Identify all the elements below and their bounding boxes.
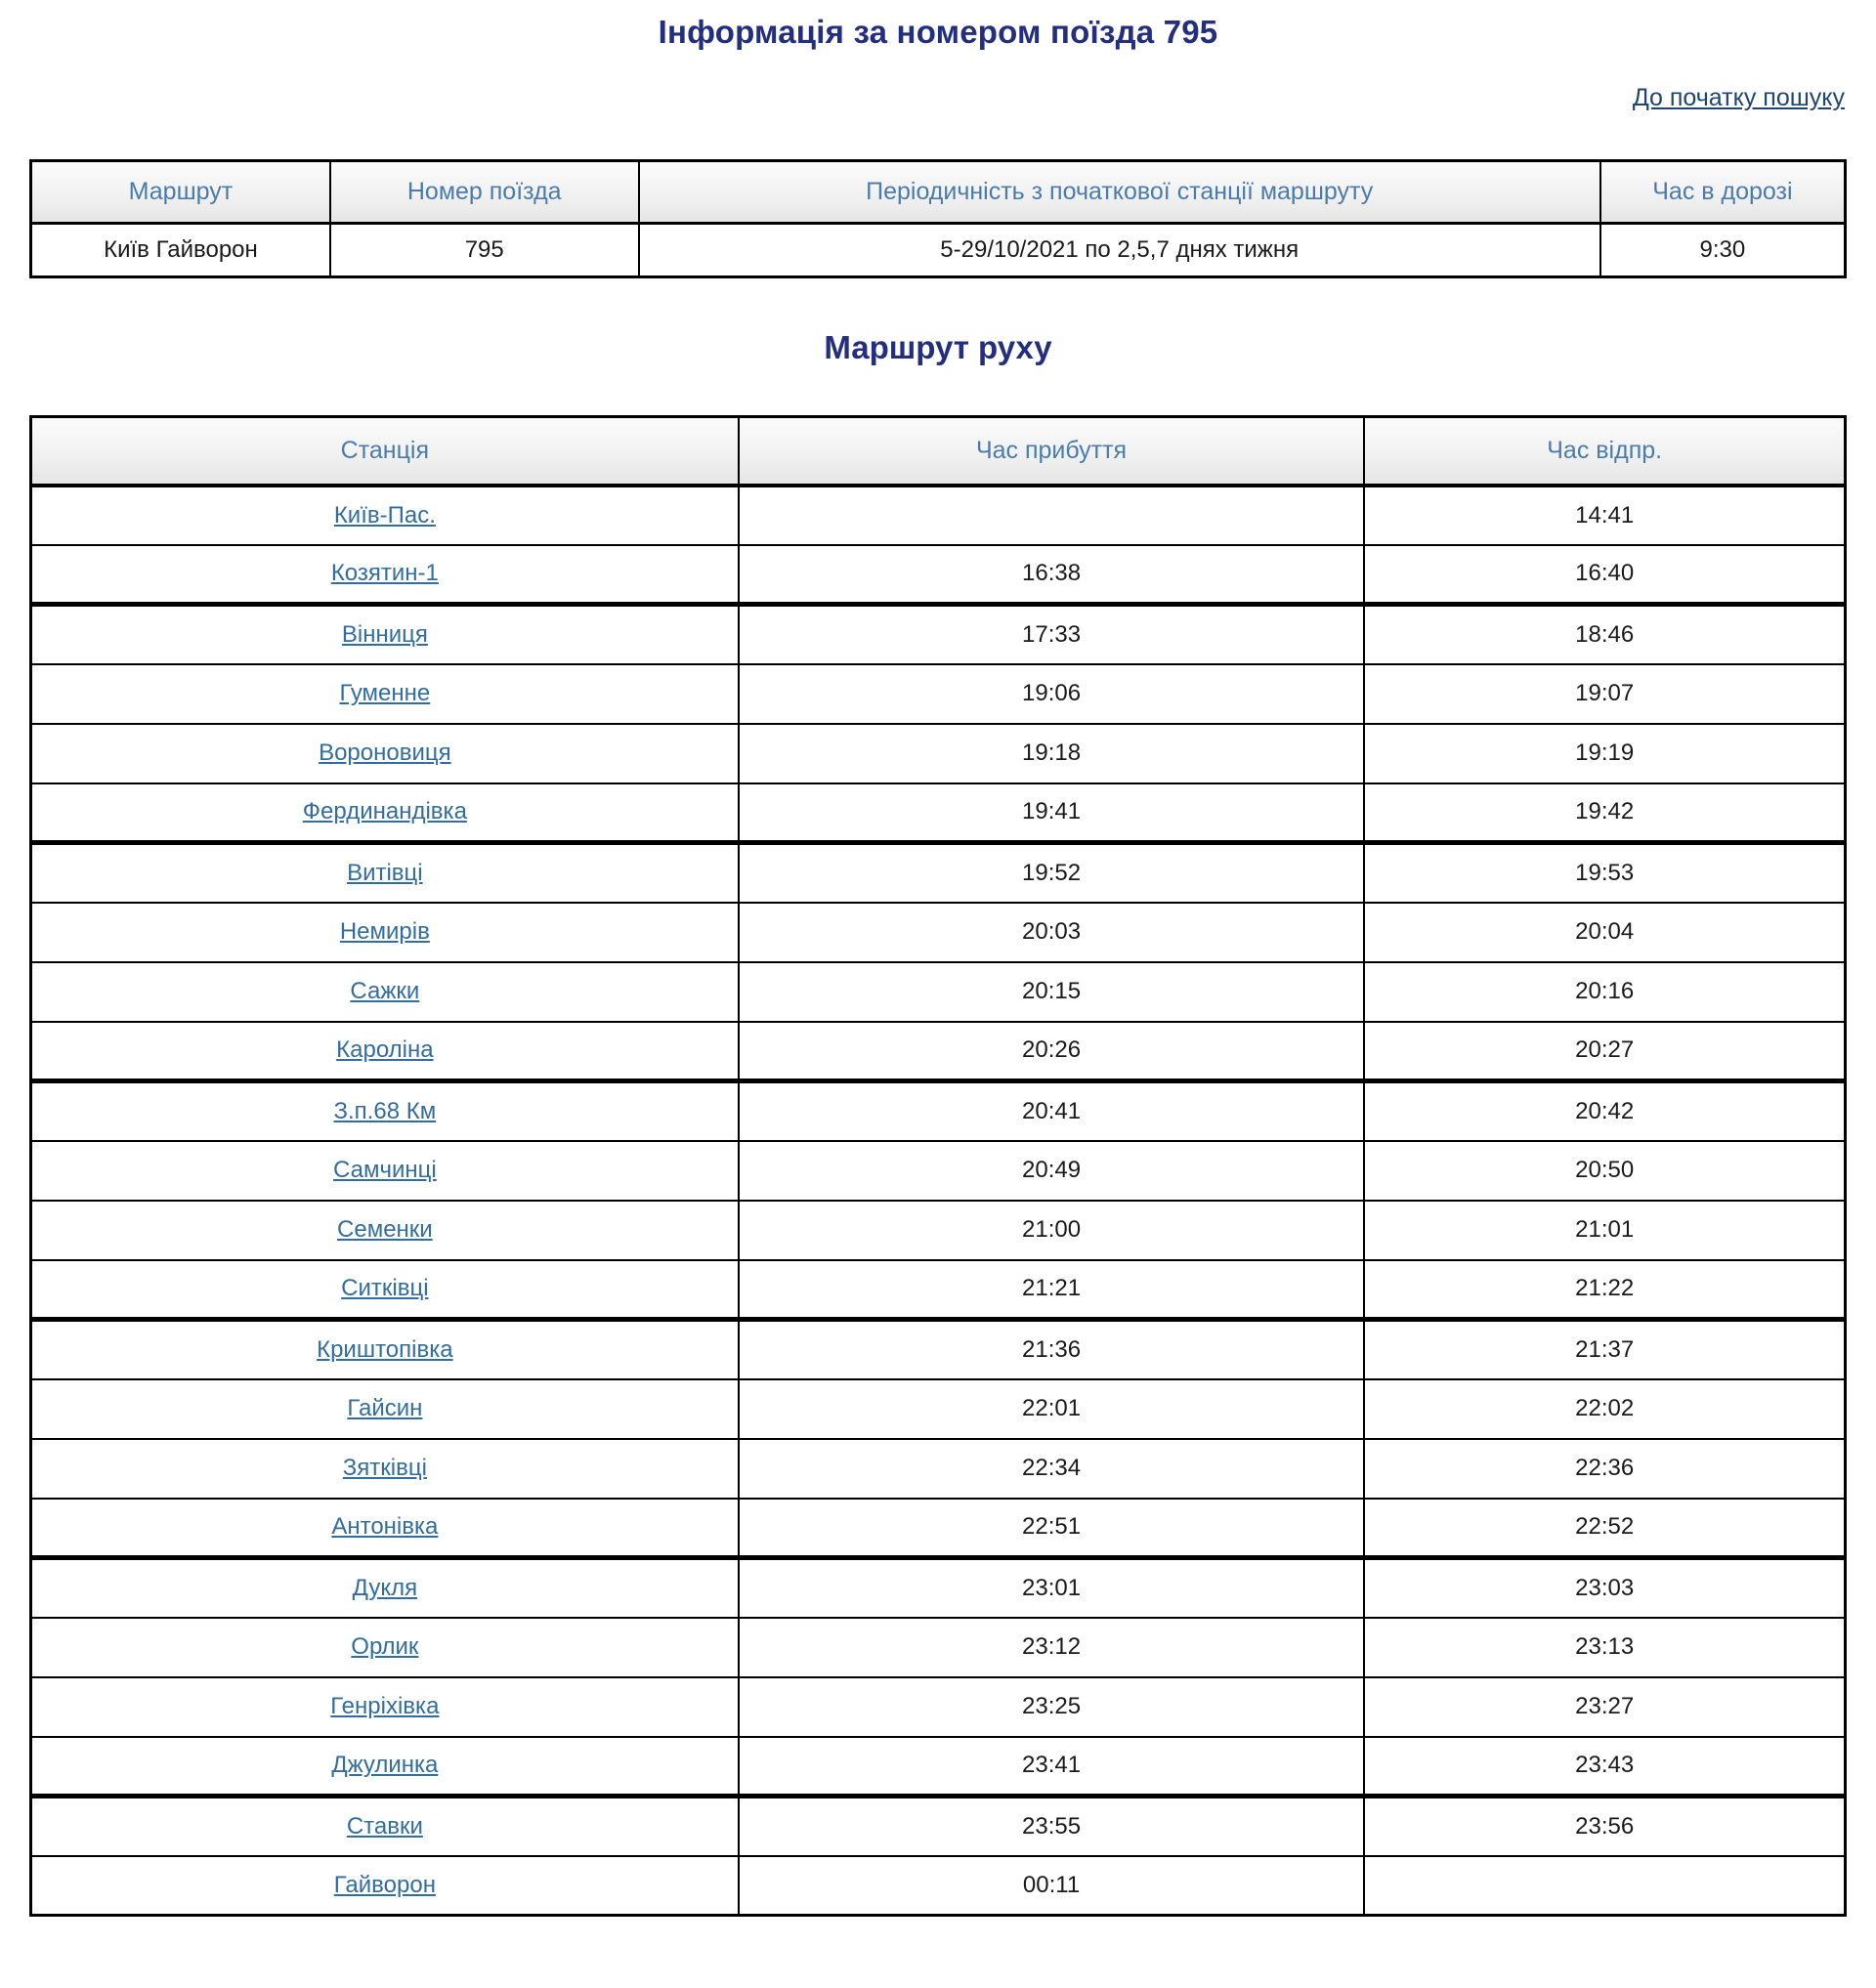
arrival-time: 20:03 [739,903,1365,962]
departure-time: 23:03 [1364,1558,1845,1618]
station-link[interactable]: Джулинка [331,1752,439,1779]
departure-time: 22:02 [1364,1379,1845,1439]
departure-time: 20:16 [1364,962,1845,1022]
arrival-time: 23:41 [739,1737,1365,1797]
station-cell [31,1797,739,1856]
summary-train-number-value: 795 [330,224,639,277]
station-link[interactable]: Зятківці [342,1455,427,1481]
train-info-page [29,14,1847,1917]
departure-time: 23:56 [1364,1797,1845,1856]
summary-header-row [31,161,1846,224]
departure-time: 20:50 [1364,1141,1845,1201]
station-link[interactable]: Антонівка [331,1513,439,1541]
station-link[interactable]: Сажки [350,978,420,1004]
departure-time: 23:27 [1364,1677,1845,1737]
departure-time: 20:42 [1364,1081,1845,1141]
summary-row [31,224,1846,277]
station-link[interactable]: Гайсин [347,1395,423,1421]
departure-time: 21:37 [1364,1320,1845,1379]
departure-time: 19:07 [1364,664,1845,724]
arrival-time: 23:25 [739,1677,1365,1737]
station-link[interactable]: Дукля [352,1574,418,1601]
arrival-time: 21:00 [739,1201,1365,1260]
departure-time: 22:52 [1364,1499,1845,1558]
departure-time: 22:36 [1364,1439,1845,1499]
station-link[interactable]: Гайворон [333,1871,436,1898]
station-row [31,1856,1846,1916]
arrival-time: 19:06 [739,664,1365,724]
departure-time: 20:27 [1364,1022,1845,1081]
arrival-time: 22:01 [739,1379,1365,1439]
station-link[interactable]: Вінниця [341,620,428,648]
arrival-time: 20:26 [739,1022,1365,1081]
station-row [31,724,1846,783]
station-row [31,486,1846,545]
station-cell [31,1022,739,1081]
route-header-departure: Час відпр. [1364,417,1845,486]
departure-time: 16:40 [1364,545,1845,605]
station-row [31,1320,1846,1379]
arrival-time: 19:41 [739,783,1365,843]
departure-time: 23:13 [1364,1618,1845,1677]
station-cell [31,1439,739,1499]
summary-travel-time-value: 9:30 [1600,224,1846,277]
summary-header-travel-time: Час в дорозі [1600,161,1846,224]
station-cell [31,1141,739,1201]
departure-time: 18:46 [1364,605,1845,664]
departure-time: 19:19 [1364,724,1845,783]
station-cell [31,1618,739,1677]
station-cell [31,783,739,843]
route-header-station: Станція [31,417,739,486]
station-link[interactable]: Фердинандівка [302,798,467,825]
summary-header-route: Маршрут [31,161,330,224]
departure-time [1364,1856,1845,1916]
station-cell [31,724,739,783]
station-link[interactable]: Гуменне [339,680,431,706]
station-link[interactable]: Семенки [337,1216,433,1243]
station-row [31,545,1846,605]
summary-header-train-number: Номер поїзда [330,161,639,224]
station-row [31,1558,1846,1618]
arrival-time: 16:38 [739,545,1365,605]
station-link[interactable]: Кароліна [336,1036,434,1064]
departure-time: 14:41 [1364,486,1845,545]
station-cell [31,605,739,664]
arrival-time: 20:41 [739,1081,1365,1141]
page-title: Інформація за номером поїзда 795 [658,14,1218,50]
departure-time: 23:43 [1364,1737,1845,1797]
station-row [31,903,1846,962]
station-row [31,1081,1846,1141]
station-link[interactable]: Орлик [351,1633,419,1660]
station-row [31,1141,1846,1201]
station-row [31,1201,1846,1260]
arrival-time: 17:33 [739,605,1365,664]
arrival-time: 20:15 [739,962,1365,1022]
arrival-time: 19:52 [739,843,1365,903]
station-cell [31,843,739,903]
departure-time: 20:04 [1364,903,1845,962]
station-cell [31,1260,739,1320]
station-link[interactable]: Козятин-1 [330,560,439,587]
arrival-time: 22:34 [739,1439,1365,1499]
station-row [31,962,1846,1022]
section-title: Маршрут руху [824,329,1052,365]
back-link-row [29,84,1845,112]
station-link[interactable]: Вороновиця [319,740,451,766]
station-cell [31,1081,739,1141]
summary-header-periodicity: Періодичність з початкової станції маршруту [639,161,1600,224]
arrival-time: 00:11 [739,1856,1365,1916]
station-link[interactable]: З.п.68 Км [333,1097,437,1124]
route-header-arrival: Час прибуття [739,417,1365,486]
arrival-time: 22:51 [739,1499,1365,1558]
station-row [31,1797,1846,1856]
station-link[interactable]: Витівці [347,859,423,886]
departure-time: 21:01 [1364,1201,1845,1260]
summary-route-value: Київ Гайворон [31,224,330,277]
departure-time: 19:42 [1364,783,1845,843]
route-header-row [31,417,1846,486]
train-summary-table [29,159,1847,278]
station-link[interactable]: Генріхівка [330,1693,440,1719]
station-cell [31,1499,739,1558]
route-table-body [31,486,1846,1916]
station-cell [31,486,739,545]
arrival-time: 19:18 [739,724,1365,783]
station-cell [31,1201,739,1260]
station-cell [31,664,739,724]
station-cell [31,545,739,605]
station-link[interactable]: Ставки [346,1812,423,1840]
station-row [31,1499,1846,1558]
station-row [31,1618,1846,1677]
arrival-time: 21:21 [739,1260,1365,1320]
station-cell [31,962,739,1022]
departure-time: 21:22 [1364,1260,1845,1320]
route-table [29,415,1847,1917]
station-row [31,1260,1846,1320]
arrival-time: 23:55 [739,1797,1365,1856]
station-link[interactable]: Криштопівка [317,1335,453,1363]
station-cell [31,1320,739,1379]
station-row [31,1677,1846,1737]
station-row [31,1737,1846,1797]
arrival-time [739,486,1365,545]
station-link[interactable]: Ситківці [341,1275,429,1302]
station-link[interactable]: Київ-Пас. [333,501,436,529]
station-row [31,1022,1846,1081]
departure-time: 19:53 [1364,843,1845,903]
station-row [31,664,1846,724]
arrival-time: 21:36 [739,1320,1365,1379]
arrival-time: 20:49 [739,1141,1365,1201]
station-row [31,843,1846,903]
arrival-time: 23:12 [739,1618,1365,1677]
station-cell [31,1737,739,1797]
station-cell [31,1558,739,1618]
station-cell [31,1379,739,1439]
back-to-search-link[interactable]: До початку пошуку [1632,84,1845,111]
station-cell [31,1677,739,1737]
station-link[interactable]: Самчинці [333,1157,437,1183]
station-link[interactable]: Немирів [339,918,430,945]
station-cell [31,1856,739,1916]
station-row [31,783,1846,843]
station-row [31,1439,1846,1499]
station-row [31,605,1846,664]
station-cell [31,903,739,962]
summary-periodicity-value: 5-29/10/2021 по 2,5,7 днях тижня [639,224,1600,277]
arrival-time: 23:01 [739,1558,1365,1618]
station-row [31,1379,1846,1439]
